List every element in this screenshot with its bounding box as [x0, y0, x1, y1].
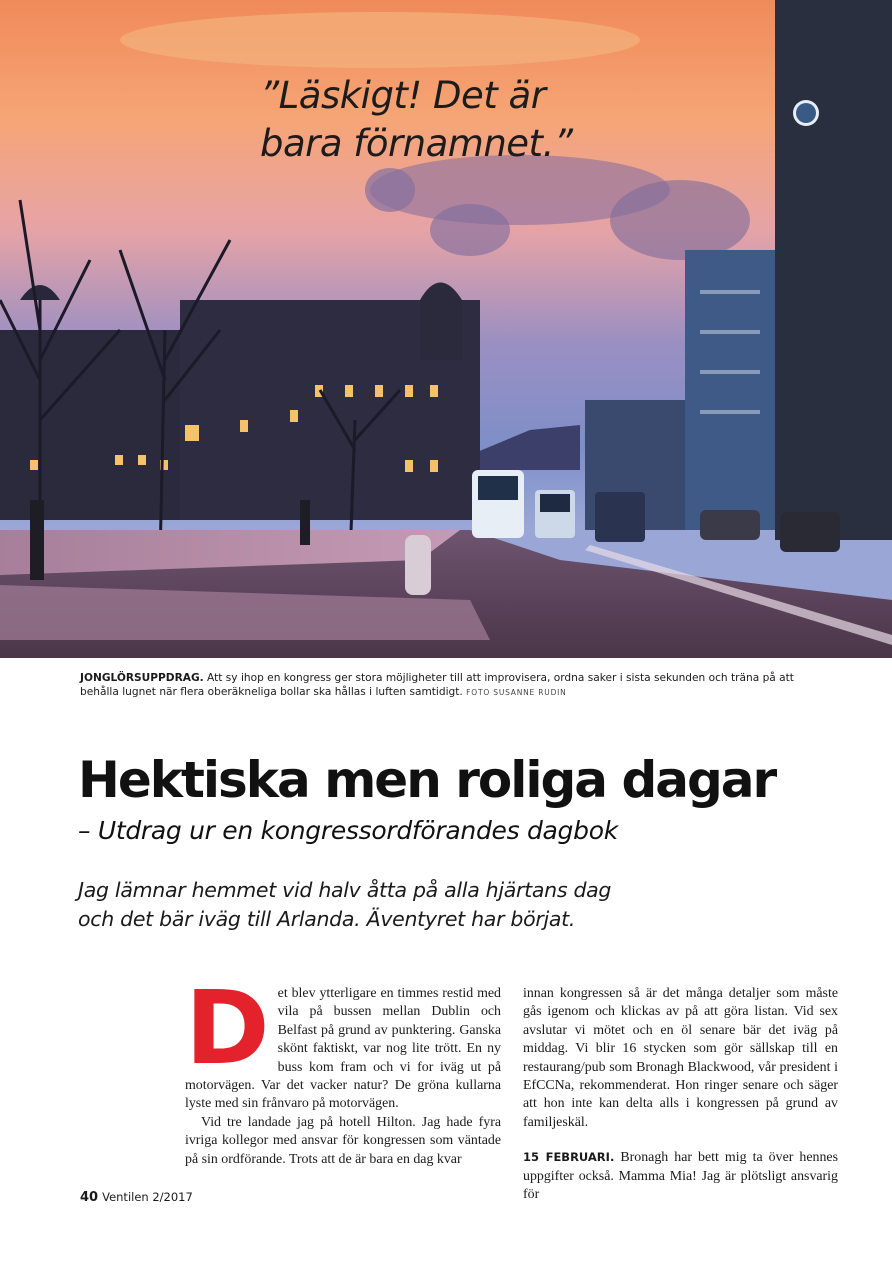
body-paragraph-4-text: Bronagh har bett mig ta över hennes uppgifter också. Mamma Mia! Jag är plötsligt ansvarig för	[523, 1150, 838, 1203]
pull-quote-line-2: bara förnamnet.”	[260, 122, 573, 165]
page-footer	[80, 1190, 193, 1205]
pull-quote-line-1: ”Läskigt! Det är	[260, 74, 546, 117]
lead-line-1: Jag lämnar hemmet vid halv åtta på alla hjärtans dag	[78, 878, 612, 902]
issue-label: Ventilen 2/2017	[102, 1190, 193, 1204]
lead-paragraph	[78, 876, 718, 934]
body-column-1	[185, 969, 501, 1169]
caption-label: JONGLÖRSUPPDRAG.	[80, 672, 204, 684]
page-number: 40	[80, 1190, 99, 1205]
body-column-2	[523, 985, 838, 1204]
photo-caption	[80, 671, 830, 700]
body-paragraph-3: innan kongressen så är det många detaljer som måste gås igenom och klickas av på att göra listan. Vid sex avslutar vi mötet och en öl senare bär det iväg på middag. Vi blir 16 stycken som gör sällskap till en restaurang/pub som Bronagh Blackwood, vår president i EfCCNa, rekommenderat. Hon ringer senare och säger att hon inte kan delta alls i kongressen på grund av familjeskäl.	[523, 986, 838, 1130]
dateline: 15 FEBRUARI.	[523, 1150, 615, 1165]
headline: Hektiska men roliga dagar	[78, 751, 776, 809]
body-paragraph-1: et blev ytterligare en timmes restid med vila på bussen mellan Dublin och Belfast på grund av punktering. Ganska skönt faktiskt, var nog lite trött. En ny buss kom fram och vi for iväg ut på motorvägen. Var det vacker natur? De gröna kullarna lyste med sin frånvaro på motorvägen.	[185, 986, 501, 1112]
body-paragraph-2: Vid tre landade jag på hotell Hilton. Jag hade fyra ivriga kollegor med ansvar för kongressen som väntade på sin ordförande. Trots att de är bara en dag kvar	[185, 1114, 501, 1167]
lead-line-2: och det bär iväg till Arlanda. Äventyret har börjat.	[78, 907, 576, 931]
photo-credit: FOTO SUSANNE RUDIN	[466, 688, 567, 697]
caption-text: Att sy ihop en kongress ger stora möjligheter till att improvisera, ordna saker i sista sekunden och träna på att behålla lugnet när flera oberäkneliga bollar ska hållas i luften samtidigt.	[80, 672, 794, 698]
body-paragraph-4	[523, 1148, 838, 1204]
pull-quote	[260, 72, 620, 168]
drop-cap: D	[185, 969, 270, 1088]
subheadline: – Utdrag ur en kongressordförandes dagbok	[78, 816, 618, 845]
